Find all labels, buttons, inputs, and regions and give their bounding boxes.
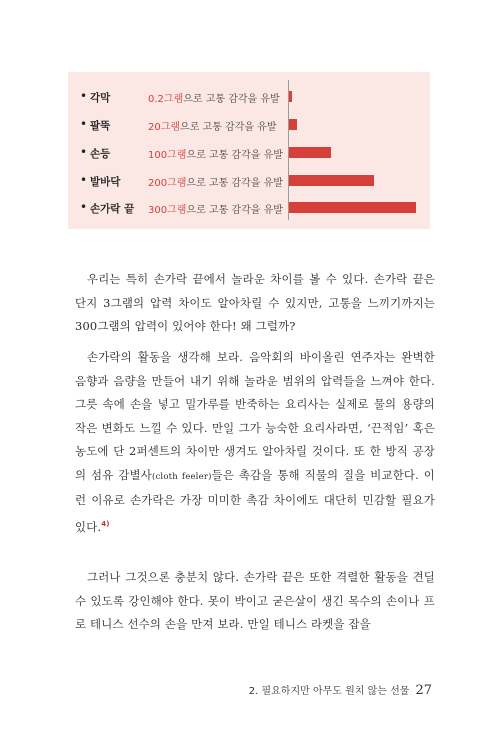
chart-bar bbox=[289, 119, 297, 130]
bullet-mark: • bbox=[80, 173, 88, 187]
bullet-mark: • bbox=[80, 89, 88, 103]
body-part-label: 손가락 끝 bbox=[90, 203, 135, 215]
pain-description bbox=[148, 118, 277, 133]
paragraph-2-text-a: 손가락의 활동을 생각해 보라. 음악회의 바이올린 연주자는 완벽한 음향과 음량을 만들어 내기 위해 놀라운 범위의 압력들을 느껴야 한다. 그릇 속에 손을 넣고 밀가루를 반죽하는 요리사는 실제로 물의 용량의 작은 변화도 느낄 수 있다. 만일 그가 능숙한 요리사라면, ‘끈적임’ 혹은 농도에 단 2퍼센트의 차이만 생겨도 알아차릴 것이다. 또 한 방직 공장의 섬유 감별사 bbox=[75, 350, 435, 482]
pain-description-rest: 으로 고통 감각을 유발 bbox=[183, 94, 280, 105]
pressure-amount: 200그램 bbox=[148, 178, 187, 189]
pain-description bbox=[148, 90, 280, 105]
body-part-label: 각막 bbox=[90, 92, 111, 104]
pain-description bbox=[148, 174, 283, 189]
paragraph-1-text: 우리는 특히 손가락 끝에서 놀라운 차이를 볼 수 있다. 손가락 끝은 단지 3그램의 압력 차이도 알아차릴 수 있지만, 고통을 느끼기까지는 300그램의 압력이 있어야 한다! 왜 그럴까? bbox=[75, 272, 435, 333]
paragraph-2 bbox=[75, 346, 435, 539]
paragraph-2-text-b: 들은 촉감을 통해 직물의 질을 비교한다. 이런 이유로 손가락은 가장 미미한 촉감 차이에도 대단히 민감할 필요가 있다. bbox=[75, 467, 435, 534]
paragraph-3-text: 그러나 그것으론 충분치 않다. 손가락 끝은 또한 격렬한 활동을 견딜 수 있도록 강인해야 한다. 못이 박이고 굳은살이 생긴 목수의 손이나 프로 테니스 선수의 손을 만져 보라. 만일 테니스 라켓을 잡을 bbox=[75, 570, 435, 631]
pain-description-rest: 으로 고통 감각을 유발 bbox=[186, 178, 283, 189]
chart-row bbox=[68, 86, 430, 108]
chart-bar bbox=[289, 175, 374, 186]
chart-row bbox=[68, 170, 430, 192]
chart-bar bbox=[289, 147, 331, 158]
pain-description bbox=[148, 146, 283, 161]
paragraph-3 bbox=[75, 566, 435, 637]
pain-description-rest: 으로 고통 감각을 유발 bbox=[186, 205, 283, 216]
chart-row bbox=[68, 114, 430, 136]
pressure-amount: 0.2그램 bbox=[148, 94, 184, 105]
chart-bar bbox=[289, 202, 416, 213]
body-part-label: 발바닥 bbox=[90, 176, 121, 188]
page-number: 27 bbox=[415, 683, 432, 698]
paragraph-1 bbox=[75, 268, 435, 339]
chart-row bbox=[68, 142, 430, 164]
pressure-amount: 100그램 bbox=[148, 150, 187, 161]
bullet-mark: • bbox=[80, 200, 88, 214]
pain-description-rest: 으로 고통 감각을 유발 bbox=[186, 150, 283, 161]
page-footer bbox=[249, 682, 432, 698]
body-part-label: 손등 bbox=[90, 148, 111, 160]
pressure-amount: 20그램 bbox=[148, 122, 181, 133]
body-part-label: 팔뚝 bbox=[90, 120, 111, 132]
pain-description bbox=[148, 201, 283, 216]
bullet-mark: • bbox=[80, 117, 88, 131]
paragraph-2-english-term: (cloth feeler) bbox=[151, 471, 212, 482]
pressure-amount: 300그램 bbox=[148, 205, 187, 216]
footnote-marker[interactable]: 4) bbox=[101, 519, 110, 528]
chapter-title: 2. 필요하지만 아무도 원치 않는 선물 bbox=[248, 686, 410, 697]
bullet-mark: • bbox=[80, 145, 88, 159]
pain-threshold-chart bbox=[68, 72, 430, 229]
chart-bar bbox=[289, 91, 292, 102]
pain-description-rest: 으로 고통 감각을 유발 bbox=[180, 122, 277, 133]
